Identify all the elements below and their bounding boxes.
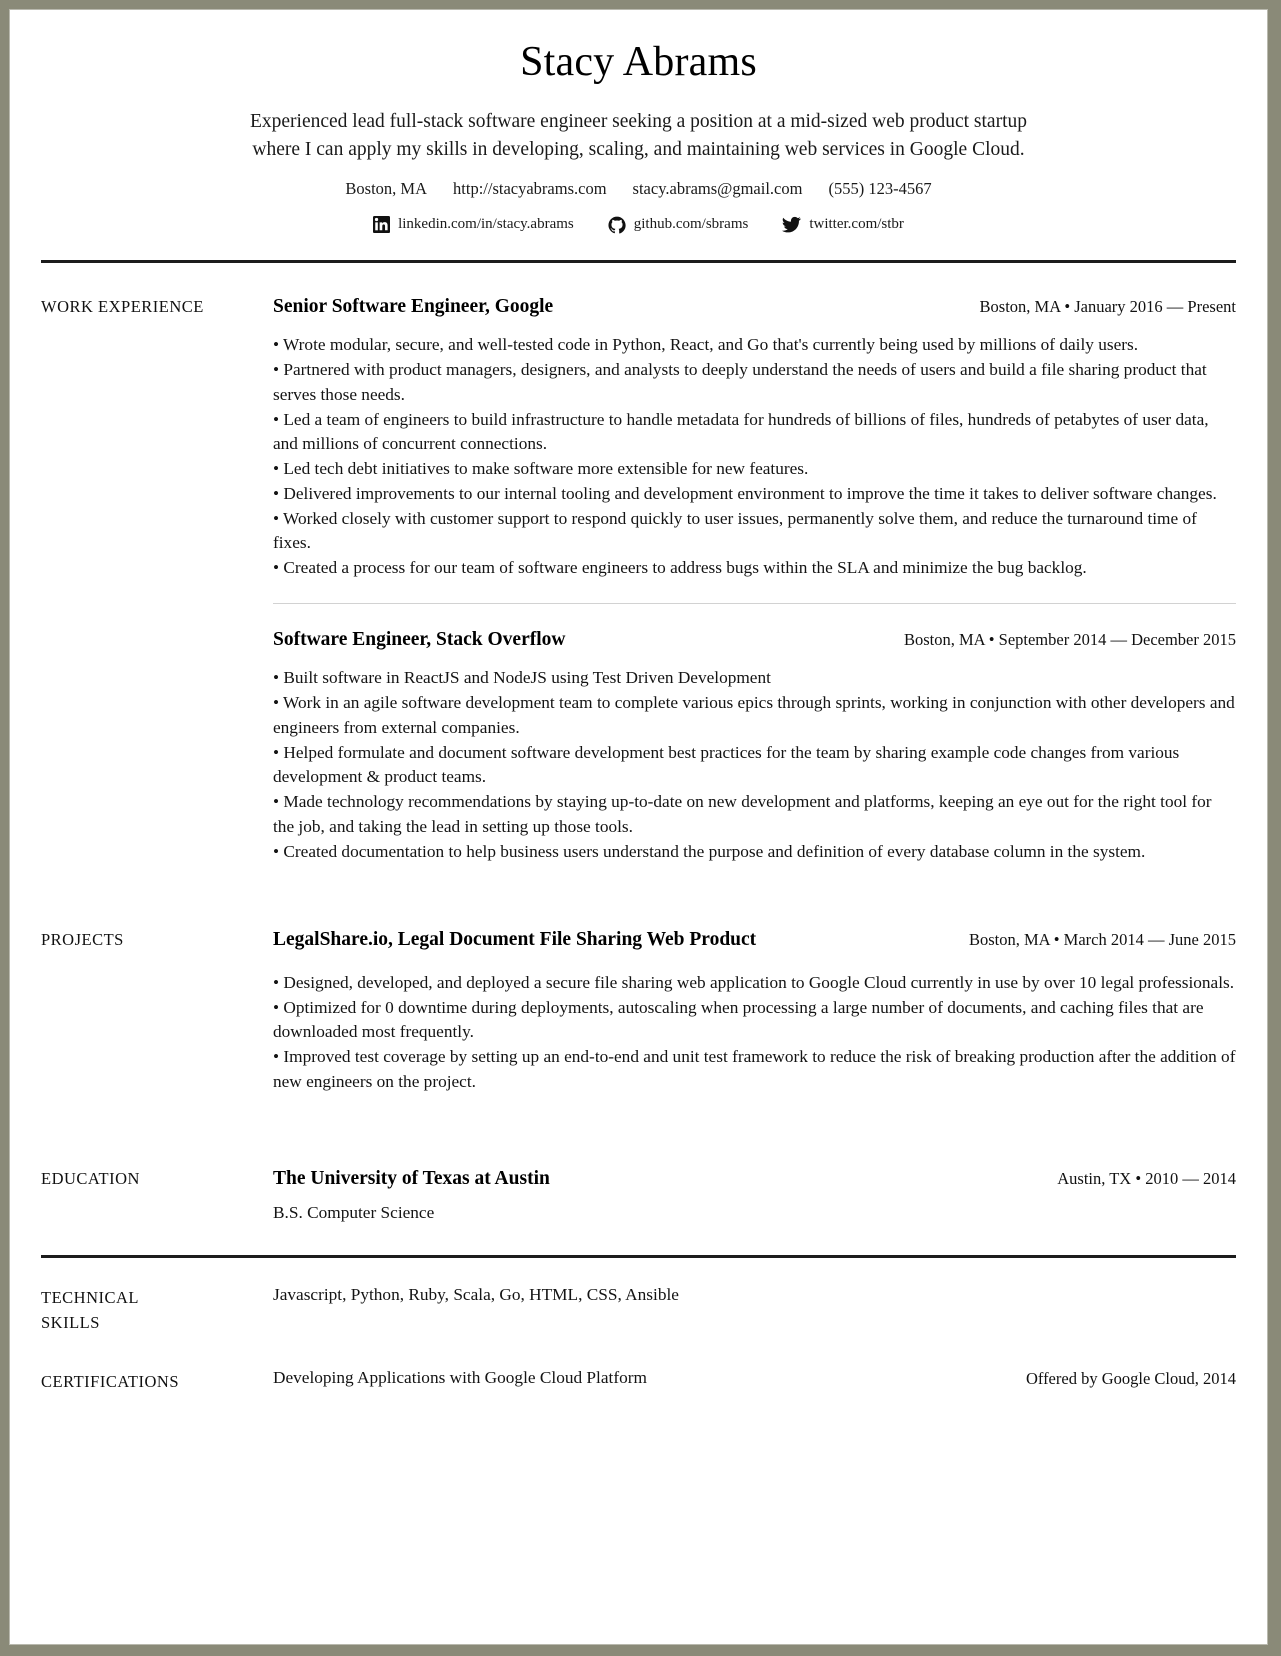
section-work-experience — [10, 293, 1267, 865]
social-links-row — [10, 216, 1267, 234]
job-meta: Boston, MA • September 2014 — December 2015 — [903, 629, 1236, 649]
bullet-item: • Wrote modular, secure, and well-tested code in Python, React, and Go that's currently being used by millions of daily users. — [273, 335, 1139, 355]
job-bullets — [273, 333, 1236, 580]
certification-name: Developing Applications with Google Cloud Platform — [273, 1367, 647, 1387]
entry-header — [273, 626, 1236, 654]
linkedin-icon — [373, 216, 390, 233]
bullet-item: • Built software in ReactJS and NodeJS using Test Driven Development — [273, 668, 771, 688]
header-divider — [41, 260, 1236, 263]
contact-website[interactable]: http://stacyabrams.com — [453, 178, 607, 198]
summary-line-1: Experienced lead full-stack software engineer seeking a position at a mid-sized web product startup — [249, 111, 1027, 133]
bullet-item: • Delivered improvements to our internal tooling and development environment to improve the time it takes to deliver software changes. — [273, 483, 1217, 503]
project-entry — [273, 926, 1236, 1094]
section-label-certifications: CERTIFICATIONS — [41, 1371, 180, 1391]
section-label-technical-skills — [41, 1284, 273, 1336]
resume-content — [10, 10, 1267, 1395]
work-entry — [273, 293, 1236, 581]
contact-row — [10, 179, 1267, 199]
entry-header — [273, 1165, 1236, 1193]
section-label-work-experience: WORK EXPERIENCE — [41, 296, 204, 316]
social-link-label: twitter.com/stbr — [809, 216, 904, 233]
social-link-twitter[interactable] — [782, 216, 904, 233]
bullet-item: • Helped formulate and document software development best practices for the team by sharing example code changes from various development & product teams. — [273, 742, 1180, 787]
education-meta: Austin, TX • 2010 — 2014 — [1057, 1168, 1236, 1188]
section-technical-skills — [10, 1284, 1267, 1336]
bullet-item: • Optimized for 0 downtime during deployments, autoscaling when processing a large number of documents, and caching files that are downloaded most frequently. — [273, 997, 1204, 1042]
contact-location: Boston, MA — [345, 178, 428, 198]
section-label-line-2: SKILLS — [41, 1313, 100, 1333]
certification-meta: Offered by Google Cloud, 2014 — [1025, 1368, 1236, 1388]
bullet-item: • Created a process for our team of software engineers to address bugs within the SLA and minimize the bug backlog. — [273, 557, 1087, 577]
bullet-item: • Made technology recommendations by staying up-to-date on new development and platforms, keeping an eye out for the right tool for the job, and taking the lead in setting up those tools. — [273, 792, 1212, 836]
section-label-education: EDUCATION — [41, 1168, 140, 1188]
contact-phone: (555) 123-4567 — [828, 178, 932, 198]
section-projects — [10, 926, 1267, 1094]
job-title: Senior Software Engineer, Google — [273, 295, 554, 317]
bullet-item: • Worked closely with customer support to respond quickly to user issues, permanently solve them, and reduce the turnaround time of fixes. — [273, 508, 1197, 553]
work-entry — [273, 626, 1236, 865]
bullet-item: • Partnered with product managers, designers, and analysts to deeply understand the needs of users and build a file sharing product that serves those needs. — [273, 360, 1207, 404]
section-certifications — [10, 1368, 1267, 1395]
resume-header — [10, 10, 1267, 234]
school-name: The University of Texas at Austin — [273, 1167, 550, 1189]
project-meta: Boston, MA • March 2014 — June 2015 — [968, 930, 1236, 950]
bullet-item: • Created documentation to help business users understand the purpose and definition of every database column in the system. — [273, 841, 1146, 861]
page-title: Stacy Abrams — [520, 39, 757, 85]
bullet-item: • Designed, developed, and deployed a secure file sharing web application to Google Cloud currently in use by over 10 legal professionals. — [273, 972, 1235, 992]
social-link-label: linkedin.com/in/stacy.abrams — [398, 216, 574, 233]
skills-divider — [41, 1255, 1236, 1258]
entry-header — [273, 1368, 1236, 1389]
social-link-github[interactable] — [608, 216, 749, 234]
project-title: LegalShare.io, Legal Document File Sharing Web Product — [273, 929, 757, 951]
section-label-projects: PROJECTS — [41, 930, 124, 950]
bullet-item: • Led tech debt initiatives to make software more extensible for new features. — [273, 459, 809, 479]
summary-line-2: where I can apply my skills in developing, scaling, and maintaining web services in Google Cloud. — [252, 138, 1025, 160]
bullet-item: • Led a team of engineers to build infrastructure to handle metadata for hundreds of billions of files, hundreds of petabytes of user data, and millions of concurrent connections. — [273, 409, 1209, 454]
degree-name: B.S. Computer Science — [273, 1203, 435, 1223]
github-icon — [608, 216, 626, 234]
entry-header — [273, 926, 1236, 954]
resume-page — [9, 9, 1268, 1645]
social-link-linkedin[interactable] — [373, 216, 574, 233]
entry-divider — [273, 603, 1236, 604]
project-bullets — [273, 971, 1236, 1095]
job-title: Software Engineer, Stack Overflow — [273, 628, 566, 650]
section-label-line-1: TECHNICAL — [41, 1288, 139, 1308]
summary-statement — [174, 108, 1104, 163]
entry-header — [273, 293, 1236, 321]
twitter-icon — [782, 216, 801, 233]
social-link-label: github.com/sbrams — [633, 216, 749, 233]
contact-email[interactable]: stacy.abrams@gmail.com — [632, 178, 803, 198]
section-education — [10, 1165, 1267, 1224]
skills-list: Javascript, Python, Ruby, Scala, Go, HTML, CSS, Ansible — [273, 1285, 679, 1305]
projects-body — [273, 926, 1236, 1094]
work-experience-body — [273, 293, 1236, 865]
technical-skills-body — [273, 1284, 1236, 1336]
education-body — [273, 1165, 1236, 1224]
certifications-body — [273, 1368, 1236, 1395]
job-meta: Boston, MA • January 2016 — Present — [979, 296, 1236, 316]
bullet-item: • Improved test coverage by setting up an end-to-end and unit test framework to reduce the risk of breaking production after the addition of new engineers on the project. — [273, 1047, 1236, 1091]
bullet-item: • Work in an agile software development team to complete various epics through sprints, working in conjunction with other developers and engineers from external companies. — [273, 693, 1235, 737]
job-bullets — [273, 666, 1236, 864]
